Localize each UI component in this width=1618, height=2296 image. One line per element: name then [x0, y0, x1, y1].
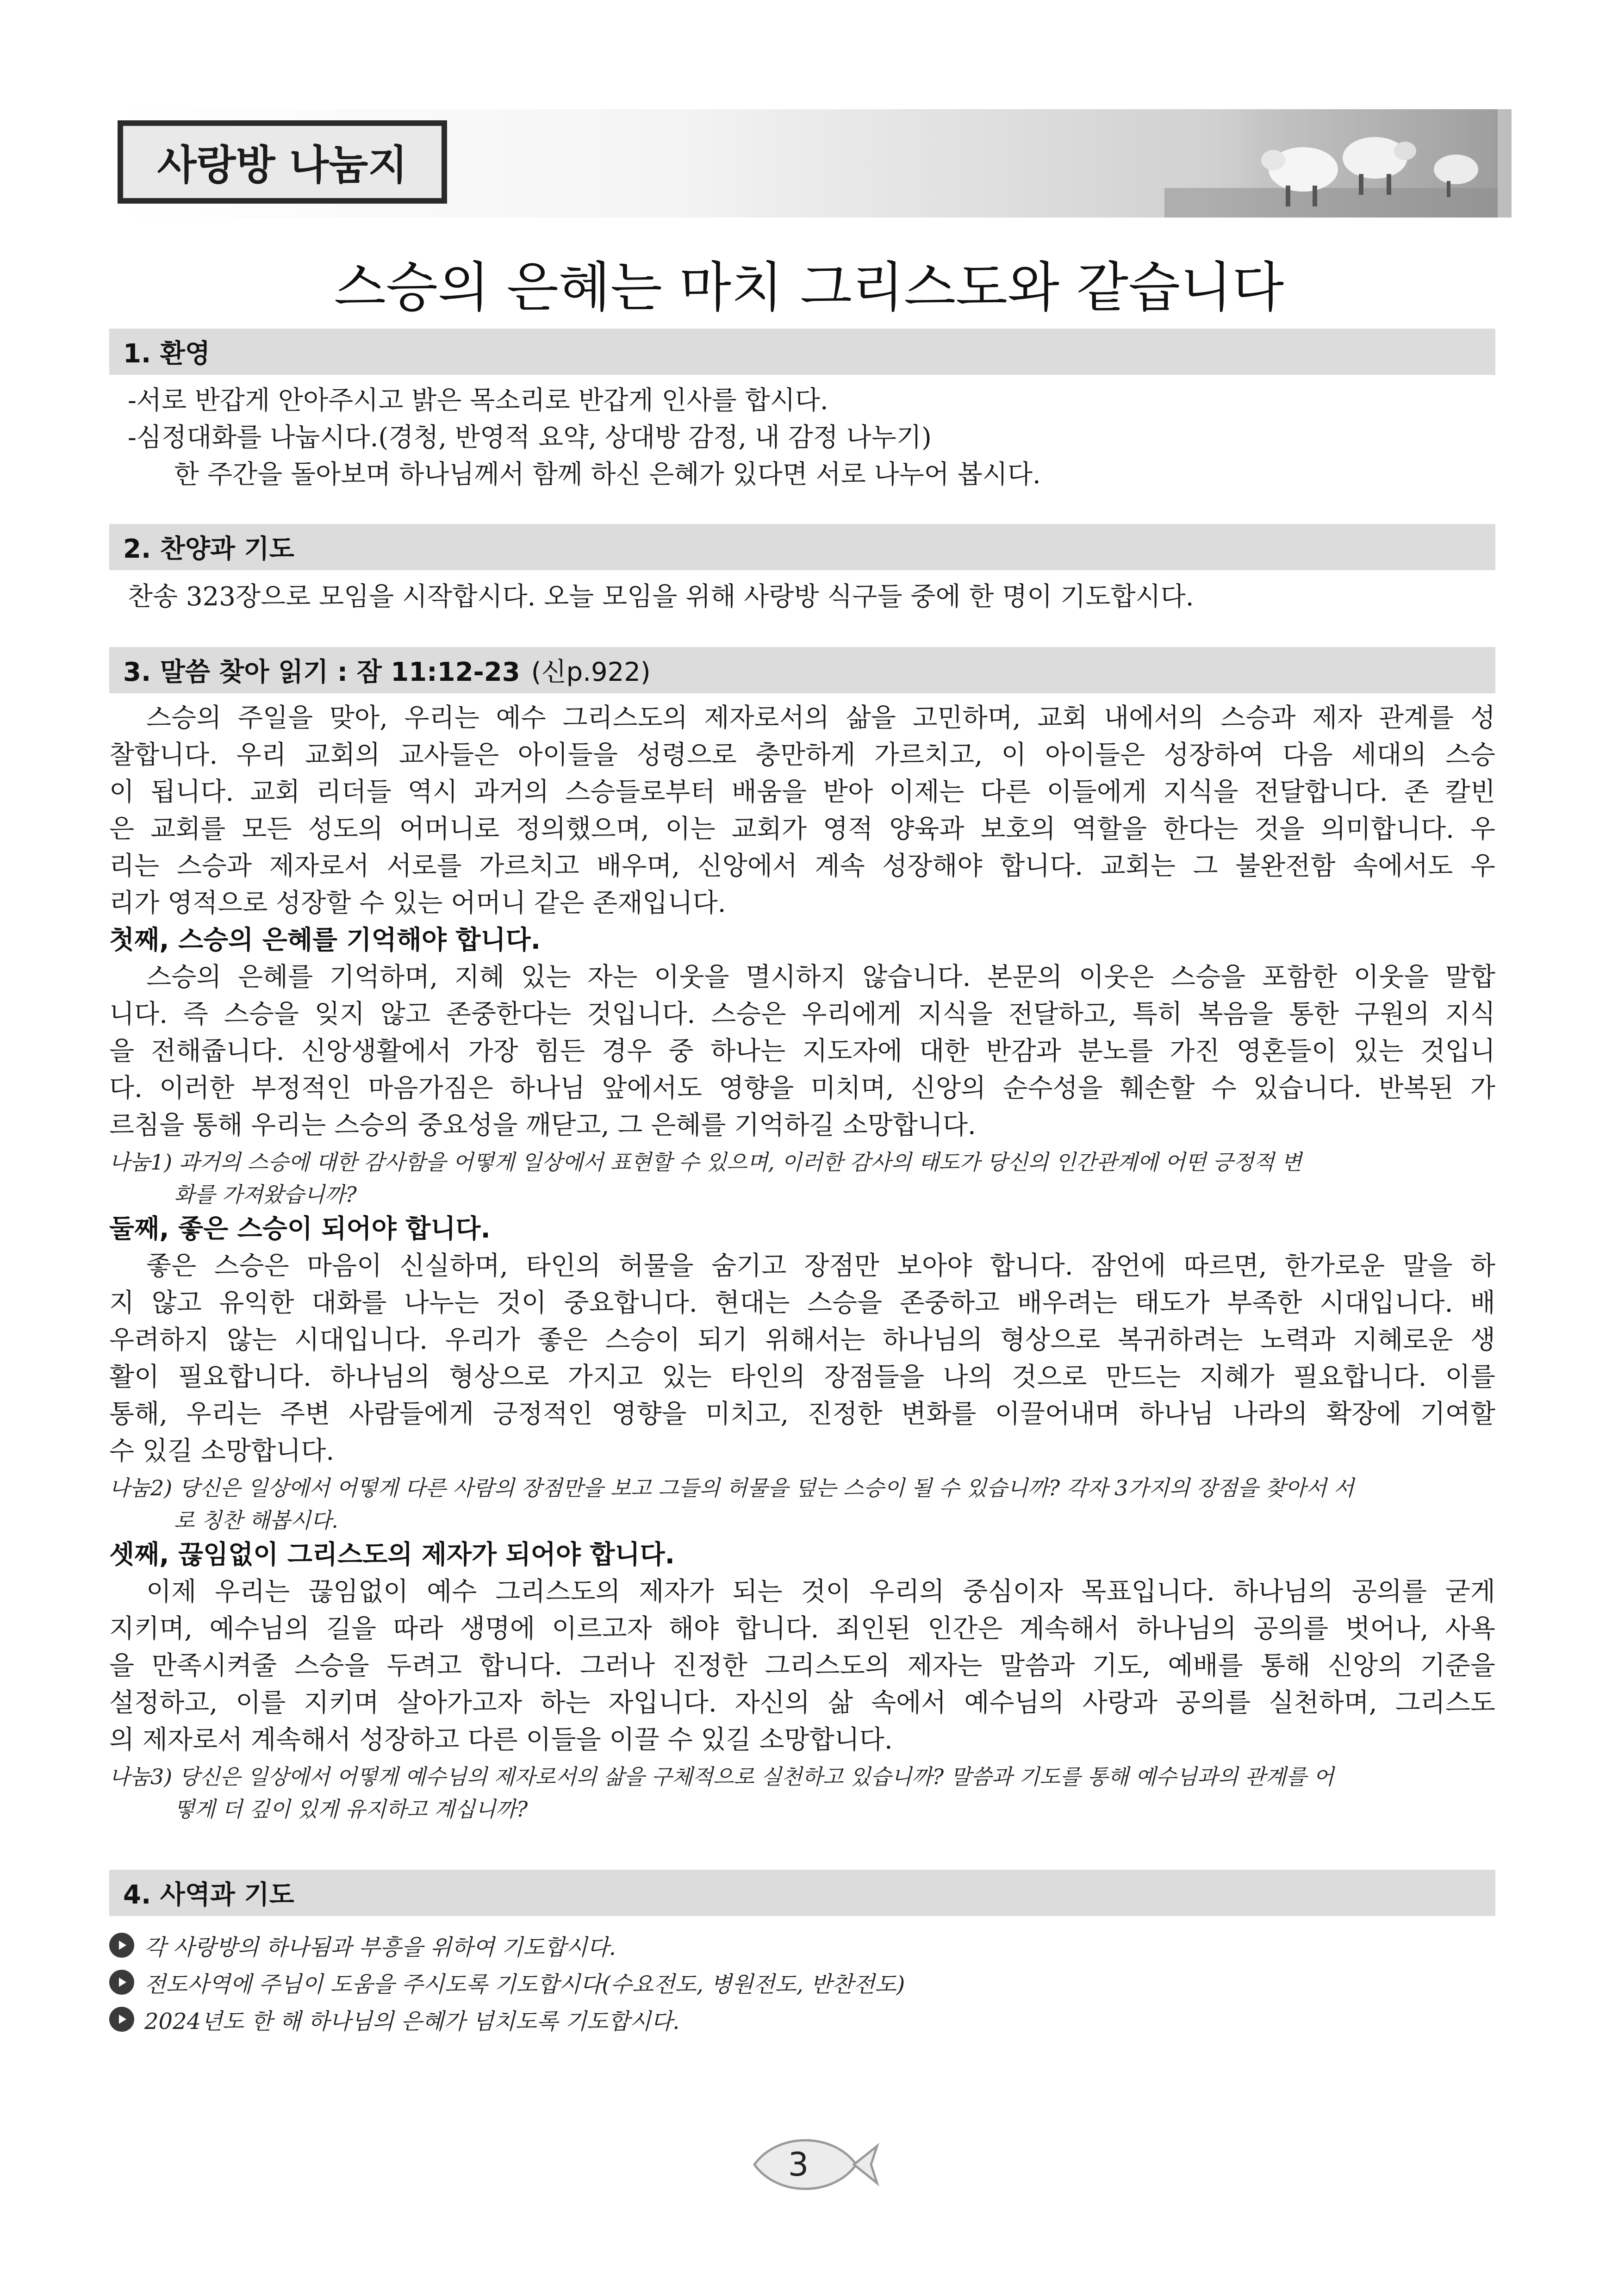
point-line: 지키며, 예수님의 길을 따라 생명에 이르고자 해야 합니다. 죄인된 인간은 계속해서 하나님의 공의를 벗어나, 사욕 — [109, 1614, 1495, 1644]
welcome-line: -서로 반갑게 안아주시고 밝은 목소리로 반갑게 인사를 합시다. — [128, 386, 828, 416]
intro-line: 스승의 주일을 맞아, 우리는 예수 그리스도의 제자로서의 삶을 고민하며, 교회 내에서의 스승과 제자 관계를 성 — [146, 703, 1495, 733]
discussion-question: 나눔3) 당신은 일상에서 어떻게 예수님의 제자로서의 삶을 구체적으로 실천하고 있습니까? 말씀과 기도를 통해 예수님과의 관계를 어 — [109, 1764, 1334, 1789]
point-line: 지 않고 유익한 대화를 나누는 것이 중요합니다. 현대는 스승을 존중하고 배우려는 태도가 부족한 시대입니다. 배 — [109, 1288, 1495, 1318]
point-line: 좋은 스승은 마음이 신실하며, 타인의 허물을 숨기고 장점만 보아야 합니다. 잠언에 따르면, 한가로운 말을 하 — [146, 1251, 1495, 1281]
section-header-ministry — [109, 1870, 1495, 1916]
point-line: 의 제자로서 계속해서 성장하고 다른 이들을 이끌 수 있길 소망합니다. — [109, 1725, 893, 1755]
intro-line: 찰합니다. 우리 교회의 교사들은 아이들을 성령으로 충만하게 가르치고, 이 아이들은 성장하여 다음 세대의 스승 — [109, 740, 1495, 770]
section-header-label: 1. 환영 — [123, 339, 210, 369]
page-title: 스승의 은혜는 마치 그리스도와 같습니다 — [334, 256, 1284, 319]
point-line: 을 만족시켜줄 스승을 두려고 합니다. 그러나 진정한 그리스도의 제자는 말씀과 기도, 예배를 통해 신앙의 기준을 — [109, 1651, 1495, 1681]
section-header-label: 4. 사역과 기도 — [123, 1880, 294, 1910]
discussion-question: 나눔1) 과거의 스승에 대한 감사함을 어떻게 일상에서 표현할 수 있으며, 이러한 감사의 태도가 당신의 인간관계에 어떤 긍정적 변 — [109, 1150, 1302, 1175]
intro-line: 리는 스승과 제자로서 서로를 가르치고 배우며, 신앙에서 계속 성장해야 합니다. 교회는 그 불완전함 속에서도 우 — [109, 851, 1495, 881]
scripture-page-ref: (신p.922) — [531, 657, 651, 687]
point-line: 설정하고, 이를 지키며 살아가고자 하는 자입니다. 자신의 삶 속에서 예수님의 사랑과 공의를 실천하며, 그리스도 — [109, 1688, 1495, 1718]
prayer-item-text: 2024년도 한 해 하나님의 은혜가 넘치도록 기도합시다. — [144, 2008, 680, 2035]
header-banner — [109, 109, 1512, 218]
discussion-question: 떻게 더 깊이 있게 유지하고 계십니까? — [174, 1797, 528, 1822]
intro-line: 은 교회를 모든 성도의 어머니로 정의했으며, 이는 교회가 영적 양육과 보호의 역할을 한다는 것을 의미합니다. 우 — [109, 814, 1495, 844]
section-header-label: 2. 찬양과 기도 — [123, 534, 294, 564]
intro-line: 이 됩니다. 교회 리더들 역시 과거의 스승들로부터 배움을 받아 이제는 다른 이들에게 지식을 전달합니다. 존 칼빈 — [109, 777, 1495, 807]
point-line: 수 있길 소망합니다. — [109, 1436, 335, 1466]
prayer-item — [109, 1929, 616, 1961]
point-line: 르침을 통해 우리는 스승의 중요성을 깨닫고, 그 은혜를 기억하길 소망합니다. — [109, 1110, 976, 1140]
point-line: 이제 우리는 끊임없이 예수 그리스도의 제자가 되는 것이 우리의 중심이자 목표입니다. 하나님의 공의를 굳게 — [146, 1577, 1495, 1607]
page-number-badge — [750, 2134, 879, 2195]
point-heading: 둘째, 좋은 스승이 되어야 합니다. — [109, 1214, 491, 1244]
point-line: 을 전해줍니다. 신앙생활에서 가장 힘든 경우 중 하나는 지도자에 대한 반감과 분노를 가진 영혼들이 있는 것입니 — [109, 1036, 1495, 1066]
arrow-bullet-icon — [109, 1933, 134, 1958]
welcome-line: -심정대화를 나눕시다.(경청, 반영적 요약, 상대방 감정, 내 감정 나누기) — [128, 423, 932, 453]
arrow-bullet-icon — [109, 1970, 134, 1995]
arrow-bullet-icon — [109, 2007, 134, 2032]
prayer-item-text: 전도사역에 주님이 도움을 주시도록 기도합시다(수요전도, 병원전도, 반찬전도) — [144, 1971, 905, 1997]
point-line: 다. 이러한 부정적인 마음가짐은 하나님 앞에서도 영향을 미치며, 신앙의 순수성을 훼손할 수 있습니다. 반복된 가 — [109, 1073, 1495, 1103]
point-line: 통해, 우리는 주변 사람들에게 긍정적인 영향을 미치고, 진정한 변화를 이끌어내며 하나님 나라의 확장에 기여할 — [109, 1399, 1495, 1429]
banner-title-box — [118, 120, 447, 204]
prayer-item — [109, 2003, 679, 2035]
discussion-question: 화를 가져왔습니까? — [174, 1182, 357, 1207]
prayer-item — [109, 1966, 905, 1998]
sheep-photo — [1164, 109, 1498, 218]
prayer-item-text: 각 사랑방의 하나됨과 부흥을 위하여 기도합시다. — [144, 1934, 616, 1960]
banner-title: 사랑방 나눔지 — [157, 141, 408, 189]
section-header-label: 3. 말씀 찾아 읽기 : 잠 11:12-23 — [123, 657, 520, 687]
point-heading: 셋째, 끊임없이 그리스도의 제자가 되어야 합니다. — [109, 1540, 675, 1570]
section-header-welcome — [109, 329, 1495, 375]
discussion-question: 나눔2) 당신은 일상에서 어떻게 다른 사람의 장점만을 보고 그들의 허물을 덮는 스승이 될 수 있습니까? 각자 3가지의 장점을 찾아서 서 — [109, 1475, 1354, 1500]
section-header-praise — [109, 524, 1495, 570]
intro-line: 리가 영적으로 성장할 수 있는 어머니 같은 존재입니다. — [109, 888, 726, 918]
point-line: 활이 필요합니다. 하나님의 형상으로 가지고 있는 타인의 장점들을 나의 것으로 만드는 지혜가 필요합니다. 이를 — [109, 1362, 1495, 1392]
praise-text: 찬송 323장으로 모임을 시작합시다. 오늘 모임을 위해 사랑방 식구들 중에 한 명이 기도합시다. — [128, 582, 1194, 612]
section-header-scripture — [109, 647, 1495, 693]
welcome-line: 한 주간을 돌아보며 하나님께서 함께 하신 은혜가 있다면 서로 나누어 봅시다. — [174, 460, 1041, 490]
page-number: 3 — [788, 2146, 809, 2184]
point-line: 니다. 즉 스승을 잊지 않고 존중한다는 것입니다. 스승은 우리에게 지식을 전달하고, 특히 복음을 통한 구원의 지식 — [109, 999, 1495, 1029]
point-line: 스승의 은혜를 기억하며, 지혜 있는 자는 이웃을 멸시하지 않습니다. 본문의 이웃은 스승을 포함한 이웃을 말합 — [146, 962, 1495, 992]
point-heading: 첫째, 스승의 은혜를 기억해야 합니다. — [109, 925, 541, 955]
point-line: 우려하지 않는 시대입니다. 우리가 좋은 스승이 되기 위해서는 하나님의 형상으로 복귀하려는 노력과 지혜로운 생 — [109, 1325, 1495, 1355]
discussion-question: 로 칭찬 해봅시다. — [174, 1508, 338, 1533]
